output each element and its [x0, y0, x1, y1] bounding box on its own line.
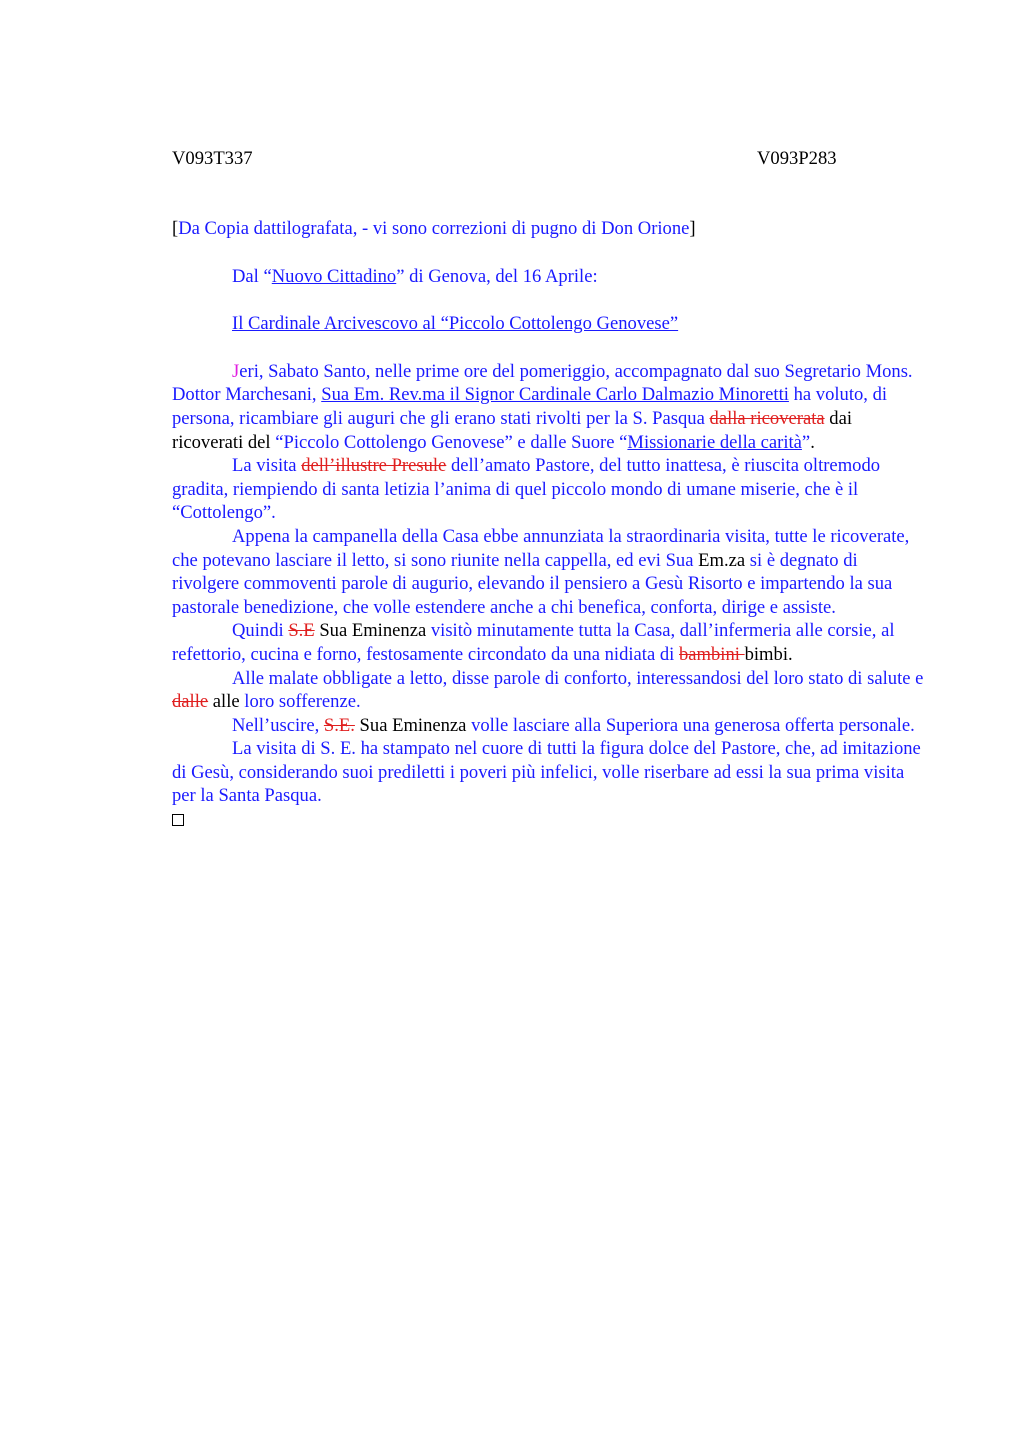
editorial-note — [172, 217, 924, 241]
p2-text-1: La visita — [232, 455, 302, 477]
paragraph-1 — [172, 360, 924, 454]
volume-code-right: V093P283 — [757, 148, 837, 169]
p7-text-1: La visita di S. E. ha stampato nel cuore di tutti la figura dolce del Pastore, che, ad imitazione di Gesù, considerando suoi prediletti i poveri più infelici, volle riserbare ad essi la sua prima visita per la Santa Pasqua. — [172, 738, 921, 807]
deleted-text: S.E. — [323, 714, 355, 736]
paragraph-7 — [172, 737, 924, 808]
spacer — [172, 288, 924, 312]
source-line — [172, 265, 924, 289]
p1-text-1: eri, Sabato Santo, nelle prime ore del pomeriggio, accompagnato dal suo Segretario Mons. Dottor Marchesani, — [172, 360, 913, 406]
spacer — [172, 336, 924, 360]
p6-text-2: volle lasciare alla Superiora una generosa offerta personale. — [466, 714, 915, 736]
newspaper-name: Nuovo Cittadino — [271, 265, 397, 287]
paragraph-6 — [172, 714, 924, 738]
p5-text-2: loro sofferenze. — [239, 691, 361, 713]
deleted-text: bambini — [679, 643, 745, 665]
deleted-text: dalla ricoverata — [709, 407, 825, 429]
inserted-text: alle — [208, 691, 240, 713]
p5-text-1: Alle malate obbligate a letto, disse parole di conforto, interessandosi del loro stato di salute e — [232, 667, 924, 689]
initial-letter: J — [232, 360, 240, 382]
inserted-text: dai ricoverati del — [172, 407, 852, 453]
p3-text-2: si è degnato di rivolgere commoventi parole di augurio, elevando il pensiero a Gesù Risorto e impartendo la sua pastorale benedizione, che volle estendere anche a chi benefica, conforta, dirige e assiste. — [172, 549, 893, 618]
p2-text-2: dell’amato Pastore, del tutto inattesa, è riuscita oltremodo gradita, riempiendo di santa letizia l’anima di quel piccolo mondo di umane miserie, che è il “Cottolengo”. — [172, 455, 881, 524]
document-body — [172, 217, 924, 833]
paragraph-2 — [172, 454, 924, 525]
source-prefix: Dal “ — [232, 265, 272, 287]
volume-code-left: V093T337 — [172, 148, 253, 169]
end-mark — [172, 808, 924, 833]
cardinal-name: Sua Em. Rev.ma il Signor Cardinale Carlo Dalmazio Minoretti — [321, 384, 789, 406]
inserted-text: Sua Eminenza — [354, 714, 467, 736]
p1-text-2: ha voluto, di persona, ricambiare gli auguri che gli erano stati rivolti per la S. Pasqua — [172, 384, 888, 429]
inserted-text: Em.za — [698, 549, 746, 571]
square-outline-icon — [172, 814, 184, 826]
inserted-text: bimbi. — [744, 643, 793, 665]
p4-text-1: Quindi — [232, 620, 289, 642]
paragraph-4 — [172, 619, 924, 666]
p3-text-1: Appena la campanella della Casa ebbe annunziata la straordinaria visita, tutte le ricoverate, che potevano lasciare il letto, si sono riunite nella cappella, ed evi Sua — [172, 525, 910, 571]
deleted-text: dalle — [172, 691, 209, 713]
deleted-text: S.E — [288, 620, 315, 642]
headline-text: Il Cardinale Arcivescovo al “Piccolo Cottolengo Genovese” — [232, 313, 679, 335]
missionarie-name: Missionarie della carità — [627, 431, 802, 453]
spacer — [172, 241, 924, 265]
inserted-text: Sua Eminenza — [314, 620, 427, 642]
p1-text-4: ” — [801, 431, 811, 453]
p1-text-3: “Piccolo Cottolengo Genovese” e dalle Suore “ — [270, 431, 628, 453]
bracket-open: [ — [172, 218, 179, 239]
p1-period: . — [810, 431, 815, 453]
paragraph-3 — [172, 525, 924, 619]
bracket-close: ] — [689, 218, 696, 239]
p4-text-2: visitò minutamente tutta la Casa, dall’infermeria alle corsie, al refettorio, cucina e forno, festosamente circondato da una nidiata di — [172, 620, 895, 665]
p6-text-1: Nell’uscire, — [232, 714, 324, 736]
paragraph-5 — [172, 667, 924, 714]
article-headline — [172, 312, 924, 336]
deleted-text: dell’illustre Presule — [301, 455, 447, 477]
source-suffix: ” di Genova, del 16 Aprile: — [396, 265, 598, 287]
editorial-note-text: Da Copia dattilografata, - vi sono correzioni di pugno di Don Orione — [178, 218, 690, 239]
